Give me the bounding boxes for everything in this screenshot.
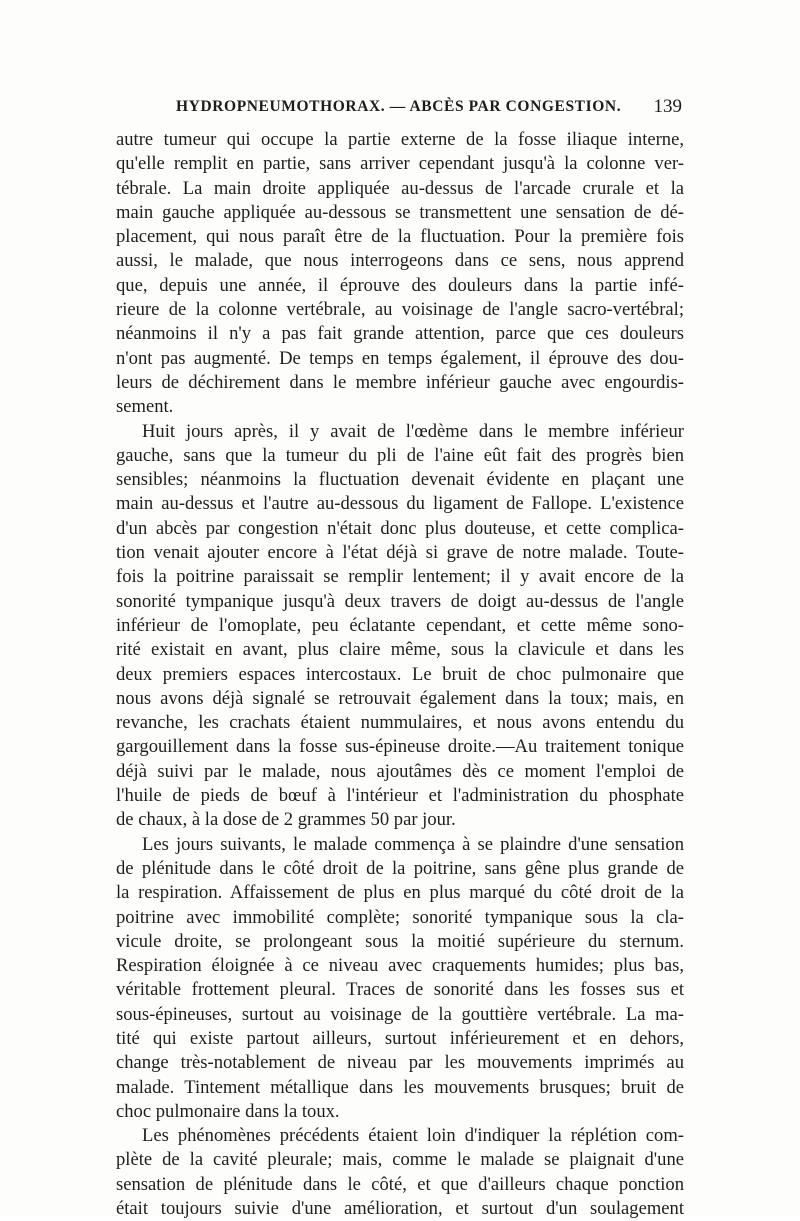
text-line: choc pulmonaire dans la toux. — [116, 1100, 340, 1122]
text-line: sous-épineuses, surtout au voisinage de la gouttière vertébrale. La ma- — [116, 1003, 684, 1025]
text-line: la respiration. Affaissement de plus en plus marqué du côté droit de la — [116, 882, 684, 904]
text-line: leurs de déchirement dans le membre inférieur gauche avec engourdis- — [116, 371, 684, 393]
text-line: nous avons déjà signalé se retrouvait également dans la toux; mais, en — [116, 687, 684, 709]
text-line: déjà suivi par le malade, nous ajoutâmes dès ce moment l'emploi de — [116, 760, 684, 782]
text-line: tébrale. La main droite appliquée au-dessus de l'arcade crurale et la — [116, 177, 684, 199]
text-line: vicule droite, se prolongeant sous la moitié supérieure du sternum. — [116, 930, 684, 952]
text-line: tion venait ajouter encore à l'état déjà si grave de notre malade. Toute- — [116, 542, 684, 564]
paragraph-start-line: Les jours suivants, le malade commença à se plaindre d'une sensation — [142, 833, 684, 855]
text-line: sonorité tympanique jusqu'à deux travers de doigt au-dessus de l'angle — [116, 590, 684, 612]
text-line: main au-dessus et l'autre au-dessous du ligament de Fallope. L'existence — [116, 493, 684, 515]
text-line: fois la poitrine paraissait se remplir lentement; il y avait encore de la — [116, 566, 684, 588]
text-line: malade. Tintement métallique dans les mouvements brusques; bruit de — [116, 1076, 684, 1098]
running-head-title: HYDROPNEUMOTHORAX. — ABCÈS PAR CONGESTION. — [176, 98, 622, 115]
text-line: Respiration éloignée à ce niveau avec craquements humides; plus bas, — [116, 955, 684, 977]
text-line: qu'elle remplit en partie, sans arriver cependant jusqu'à la colonne ver- — [116, 153, 684, 175]
text-line: gargouillement dans la fosse sus-épineuse droite.—Au traitement tonique — [116, 736, 684, 758]
text-line: d'un abcès par congestion n'était donc plus douteuse, et cette complica- — [116, 517, 684, 539]
text-line: néanmoins il n'y a pas fait grande attention, parce que ces douleurs — [116, 323, 684, 345]
text-line: aussi, le malade, que nous interrogeons dans ce sens, nous apprend — [116, 250, 684, 272]
text-line: poitrine avec immobilité complète; sonorité tympanique sous la cla- — [116, 906, 684, 928]
text-line: sensibles; néanmoins la fluctuation devenait évidente en plaçant une — [116, 469, 684, 491]
text-line: inférieur de l'omoplate, peu éclatante cependant, et cette même sono- — [116, 614, 684, 636]
text-line: que, depuis une année, il éprouve des douleurs dans la partie infé- — [116, 274, 684, 296]
running-head — [176, 98, 682, 122]
text-line: de chaux, à la dose de 2 grammes 50 par jour. — [116, 809, 456, 831]
text-line: gauche, sans que la tumeur du pli de l'aine eût fait des progrès bien — [116, 444, 684, 466]
text-line: revanche, les crachats étaient nummulaires, et nous avons entendu du — [116, 712, 684, 734]
text-line: de plénitude dans le côté droit de la poitrine, sans gêne plus grande de — [116, 857, 684, 879]
text-line: était toujours suivie d'une amélioration, et surtout d'un soulagement — [116, 1198, 684, 1220]
text-line: rieure de la colonne vertébrale, au voisinage de l'angle sacro-vertébral; — [116, 299, 684, 321]
text-line: n'ont pas augmenté. De temps en temps également, il éprouve des dou- — [116, 347, 684, 369]
text-line: deux premiers espaces intercostaux. Le bruit de choc pulmonaire que — [116, 663, 684, 685]
text-line: plète de la cavité pleurale; mais, comme le malade se plaignait d'une — [116, 1149, 684, 1171]
text-line: véritable frottement pleural. Traces de sonorité dans les fosses sus et — [116, 979, 684, 1001]
text-line: sensation de plénitude dans le côté, et que d'ailleurs chaque ponction — [116, 1173, 684, 1195]
text-line: change très-notablement de niveau par les mouvements imprimés au — [116, 1052, 684, 1074]
text-line: tité qui existe partout ailleurs, surtout inférieurement et en dehors, — [116, 1027, 684, 1049]
text-line: autre tumeur qui occupe la partie externe de la fosse iliaque interne, — [116, 129, 684, 150]
text-line: l'huile de pieds de bœuf à l'intérieur et l'administration du phosphate — [116, 785, 684, 807]
body-text — [116, 128, 684, 1221]
paragraph-start-line: Huit jours après, il y avait de l'œdème dans le membre inférieur — [142, 420, 684, 442]
paragraph-start-line: Les phénomènes précédents étaient loin d'indiquer la réplétion com- — [142, 1125, 684, 1147]
text-line: sement. — [116, 396, 174, 418]
page-number: 139 — [653, 96, 682, 117]
text-line: main gauche appliquée au-dessous se transmettent une sensation de dé- — [116, 201, 684, 223]
text-line: rité existait en avant, plus claire même, sous la clavicule et dans les — [116, 639, 684, 661]
text-line: placement, qui nous paraît être de la fluctuation. Pour la première fois — [116, 226, 684, 248]
